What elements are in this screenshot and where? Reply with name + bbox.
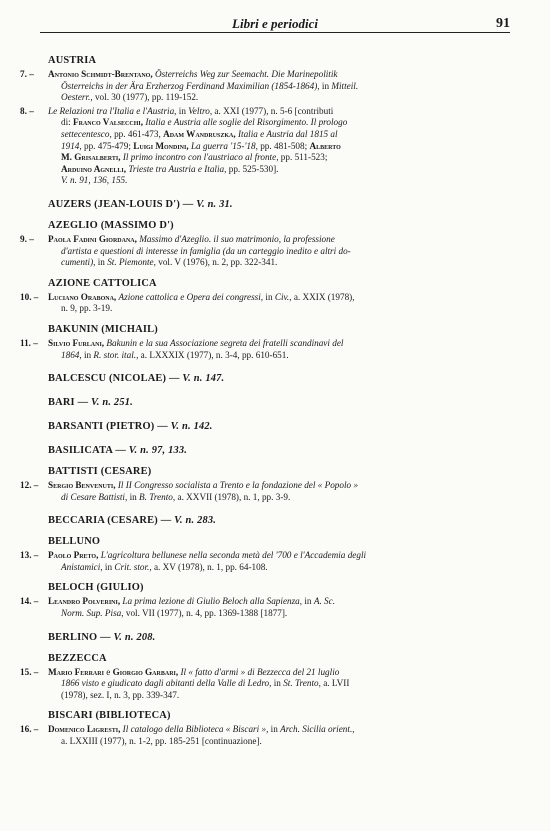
entry-line — [48, 736, 512, 748]
cross-reference: V. n. 208. — [113, 631, 156, 643]
citation-text: , in — [299, 596, 314, 607]
title-text: La guerra '15-'18 — [190, 140, 256, 151]
bibliography-entry — [20, 667, 512, 702]
title-text: Civ. — [274, 291, 290, 302]
title-text: Il primo incontro con l'austriaco al fronte — [122, 152, 277, 163]
entry-text — [48, 596, 512, 619]
entry-line — [48, 303, 512, 315]
citation-text: , pp. 461-473, — [109, 128, 164, 139]
entry-line — [48, 234, 512, 246]
heading-text: BECCARIA (CESARE) — — [48, 515, 175, 527]
citation-text: , in — [269, 678, 284, 689]
section-heading — [48, 444, 512, 457]
bibliography-entry — [20, 550, 512, 573]
entry-line — [48, 175, 512, 187]
entry-line — [48, 257, 512, 269]
entry-line — [48, 338, 512, 350]
entry-line — [48, 81, 512, 93]
title-text: Trieste tra Austria e Italia — [128, 163, 225, 174]
title-text: d'artista e questioni di interesse in famiglia (da un carteggio inedito e altri do- — [61, 245, 351, 256]
citation-text: , a. LVII — [318, 678, 350, 689]
author-name: Alberto — [309, 140, 341, 151]
cross-reference: V. n. 97, 133. — [128, 445, 188, 457]
title-text: 1914 — [61, 140, 80, 151]
title-text: R. stor. ital. — [93, 349, 137, 360]
citation-text: , in — [124, 491, 140, 502]
title-text: settecentesco — [61, 128, 110, 139]
entry-line — [48, 596, 512, 608]
bibliography-entry — [20, 292, 512, 315]
heading-text: BERLINO — — [48, 631, 114, 643]
author-name: Paola Fadini Giordana, — [48, 233, 140, 244]
citation-text: , vol. 30 (1977), pp. 119-152. — [90, 92, 199, 103]
entry-line — [48, 492, 512, 504]
section-heading — [48, 219, 512, 232]
entry-line — [48, 69, 512, 81]
entry-line — [48, 562, 512, 574]
citation-text: a. LXXIII (1977), n. 1-2, pp. 185-251 [continuazione]. — [61, 736, 262, 747]
section-heading — [48, 709, 512, 722]
entry-text — [48, 724, 512, 747]
entry-text — [48, 667, 512, 702]
citation-text: , in — [317, 80, 332, 91]
section-heading — [48, 535, 512, 548]
entry-line — [48, 724, 512, 736]
title-text: Il « fatto d'armi » di Bezzecca del 21 luglio — [180, 666, 340, 677]
citation-text: , in — [93, 257, 108, 268]
author-name: M. Grisalberti, — [61, 152, 123, 163]
entry-line — [48, 678, 512, 690]
entry-number: 9. – — [20, 233, 34, 244]
title-text: Österreichs in der Ära Erzherzog Ferdinand Maximilian (1854-1864) — [61, 80, 318, 91]
section-heading — [48, 198, 512, 211]
entry-text — [48, 292, 512, 315]
title-text: Il catalogo della Biblioteca « Biscari » — [122, 724, 267, 735]
citation-text: , a. XXVII (1978), n. 1, pp. 3-9. — [172, 491, 291, 502]
section-heading — [48, 652, 512, 665]
entry-number: 12. – — [20, 480, 39, 491]
title-text: Oesterr. — [61, 92, 91, 103]
section-heading — [48, 465, 512, 478]
heading-text: BEZZECCA — [48, 652, 107, 664]
title-text: Norm. Sup. Pisa — [61, 608, 122, 619]
section-heading — [48, 372, 512, 385]
entry-number: 14. – — [20, 596, 39, 607]
heading-text: BELLUNO — [48, 536, 101, 548]
entry-line — [48, 129, 512, 141]
section-heading — [48, 581, 512, 594]
entry-text — [48, 234, 512, 269]
author-name: Luigi Mondini, — [133, 140, 191, 151]
entry-number: 16. – — [20, 724, 39, 735]
title-text: A. Sc. — [313, 596, 336, 607]
heading-text: BALCESCU (NICOLAE) — — [48, 373, 183, 385]
citation-text: , a. XXI (1977), n. 5-6 [contributi — [209, 105, 334, 116]
entry-number: 13. – — [20, 550, 39, 561]
author-name: Sergio Benvenuti, — [48, 480, 118, 491]
citation-text: , pp. 475-479; — [79, 140, 134, 151]
heading-text: BAKUNIN (MICHAIL) — [48, 323, 158, 335]
entry-line — [48, 141, 512, 153]
citation-text: (1978), sez. I, n. 3, pp. 339-347. — [61, 689, 180, 700]
citation-text: , in — [260, 291, 275, 302]
author-name: Domenico Ligresti, — [48, 724, 123, 735]
heading-text: AZEGLIO (MASSIMO D') — [48, 219, 174, 231]
entry-text — [48, 338, 512, 361]
bibliography-entry — [20, 338, 512, 361]
author-name: Mario Ferrari — [48, 666, 107, 677]
running-head — [40, 16, 510, 33]
entry-line — [48, 667, 512, 679]
entry-line — [48, 106, 512, 118]
running-title: Libri e periodici — [232, 16, 318, 31]
author-name: Silvio Furlani, — [48, 337, 107, 348]
page-number: 91 — [496, 16, 510, 31]
title-text: 1864 — [61, 349, 80, 360]
author-name: Paolo Preto, — [48, 550, 101, 561]
citation-text: , in — [174, 105, 189, 116]
title-text: St. Trento — [283, 678, 319, 689]
citation-text: , pp. 525-530]. — [224, 163, 279, 174]
author-name: Leandro Polverini, — [48, 596, 123, 607]
entry-line — [48, 550, 512, 562]
heading-text: BASILICATA — — [48, 445, 129, 457]
entry-text — [48, 550, 512, 573]
section-heading — [48, 631, 512, 644]
heading-text: BARI — — [48, 397, 91, 409]
section-heading — [48, 514, 512, 527]
cross-reference: V. n. 283. — [174, 515, 217, 527]
citation-text: , vol. VII (1977), n. 4, pp. 1369-1388 [1877]. — [121, 608, 288, 619]
section-heading — [48, 54, 512, 67]
title-text: B. Trento — [139, 491, 173, 502]
cross-reference: V. n. 251. — [90, 397, 133, 409]
title-text: cumenti) — [61, 257, 94, 268]
cross-reference: V. n. 147. — [182, 373, 225, 385]
bibliography-list — [20, 46, 512, 750]
heading-text: BELOCH (GIULIO) — [48, 582, 144, 594]
citation-text: , in — [266, 724, 281, 735]
author-name: Giorgio Garbari, — [112, 666, 181, 677]
author-name: Franco Valsecchi, — [73, 117, 146, 128]
section-heading — [48, 277, 512, 290]
section-heading — [48, 420, 512, 433]
entry-line — [48, 164, 512, 176]
citation-text: , a. LXXXIX (1977), n. 3-4, pp. 610-651. — [136, 349, 289, 360]
title-text: Il II Congresso socialista a Trento e la fondazione del « Popolo » — [117, 480, 359, 491]
entry-line — [48, 480, 512, 492]
cross-reference: V. n. 31. — [196, 198, 233, 210]
title-text: Veltro — [188, 105, 210, 116]
title-text: Crit. stor. — [114, 561, 150, 572]
heading-text: BARSANTI (PIETRO) — — [48, 421, 171, 433]
title-text: L'agricoltura bellunese nella seconda metà del '700 e l'Accademia degli — [100, 550, 367, 561]
cross-reference: V. n. 142. — [170, 421, 213, 433]
citation-text: , in — [79, 349, 94, 360]
citation-text: , — [352, 724, 355, 735]
entry-text — [48, 69, 512, 104]
heading-text: BATTISTI (CESARE) — [48, 466, 152, 478]
citation-text: , pp. 481-508; — [255, 140, 310, 151]
bibliography-entry — [20, 69, 512, 104]
entry-line — [48, 152, 512, 164]
bibliography-entry — [20, 596, 512, 619]
entry-number: 8. – — [20, 105, 34, 116]
citation-text: e — [106, 666, 113, 677]
citation-text: , vol. V (1976), n. 2, pp. 322-341. — [153, 257, 278, 268]
bibliography-entry — [20, 106, 512, 187]
title-text: Le Relazioni tra l'Italia e l'Austria — [48, 105, 175, 116]
citation-text: , a. XXIX (1978), — [289, 291, 355, 302]
entry-line — [48, 608, 512, 620]
bibliography-entry — [20, 234, 512, 269]
author-name: Antonio Schmidt-Brentano, — [48, 69, 155, 79]
entry-line — [48, 92, 512, 104]
title-text: Bakunin e la sua Associazione segreta dei fratelli scandinavi del — [106, 337, 344, 348]
title-text: Massimo d'Azeglio. il suo matrimonio, la professione — [139, 233, 335, 244]
entry-number: 15. – — [20, 666, 39, 677]
entry-number: 10. – — [20, 291, 39, 302]
entry-line — [48, 117, 512, 129]
citation-text: , pp. 511-523; — [276, 152, 328, 163]
title-text: di Cesare Battisti — [61, 491, 125, 502]
title-text: St. Piemonte — [107, 257, 154, 268]
heading-text: AUZERS (JEAN-LOUIS D') — — [48, 198, 197, 210]
title-text: 1866 visto e giudicato dagli abitanti della Valle di Ledro — [61, 678, 270, 689]
citation-text: , in — [100, 561, 115, 572]
entry-line — [48, 246, 512, 258]
entry-text — [48, 106, 512, 187]
citation-text: di: — [61, 117, 73, 128]
title-text: Italia e Austria dal 1815 al — [237, 128, 338, 139]
heading-text: AUSTRIA — [48, 55, 97, 66]
heading-text: AZIONE CATTOLICA — [48, 277, 157, 289]
entry-line — [48, 350, 512, 362]
entry-number: 7. – — [20, 69, 34, 79]
title-text: Mitteil. — [331, 80, 359, 91]
citation-text: , a. XV (1978), n. 1, pp. 64-108. — [149, 561, 268, 572]
title-text: V. n. 91, 136, 155. — [61, 175, 128, 186]
entry-line — [48, 292, 512, 304]
bibliography-entry — [20, 480, 512, 503]
title-text: La prima lezione di Giulio Beloch alla Sapienza — [122, 596, 300, 607]
entry-number: 11. – — [20, 337, 38, 348]
title-text: Österreichs Weg zur Seemacht. Die Marinepolitik — [154, 69, 338, 79]
section-heading — [48, 323, 512, 336]
entry-line — [48, 690, 512, 702]
heading-text: BISCARI (BIBLIOTECA) — [48, 710, 171, 722]
author-name: Adam Wandruszka, — [163, 128, 238, 139]
title-text: Anistamici — [61, 561, 101, 572]
entry-text — [48, 480, 512, 503]
title-text: Arch. Sicilia orient. — [280, 724, 353, 735]
bibliography-entry — [20, 724, 512, 747]
title-text: Italia e Austria alle soglie del Risorgimento. Il prologo — [145, 117, 348, 128]
author-name: Luciano Orabona, — [48, 291, 119, 302]
title-text: Azione cattolica e Opera dei congressi — [118, 291, 261, 302]
section-heading — [48, 396, 512, 409]
citation-text: n. 9, pp. 3-19. — [61, 303, 113, 314]
author-name: Arduino Agnelli, — [61, 163, 129, 174]
